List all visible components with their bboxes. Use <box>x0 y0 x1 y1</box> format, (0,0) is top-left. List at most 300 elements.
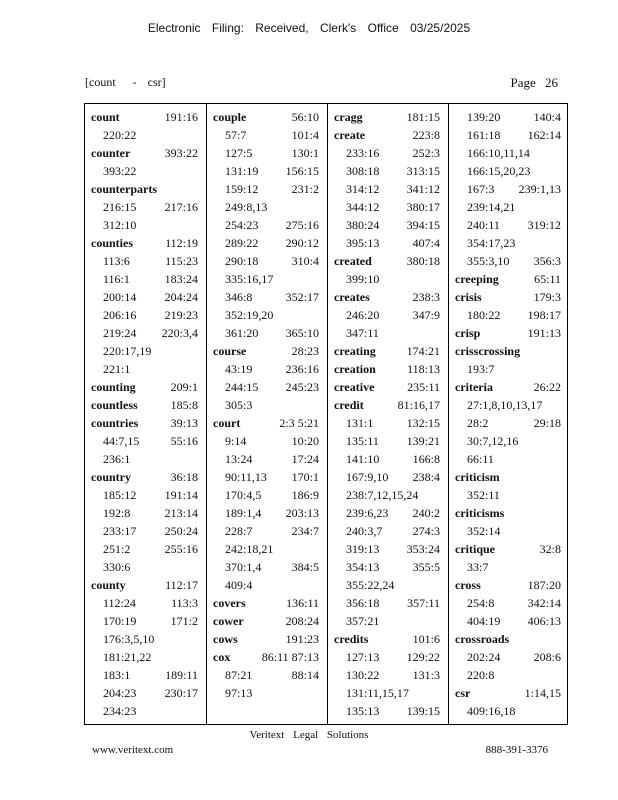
page-line-ref: 167:3 <box>467 182 495 196</box>
page-line-ref: 176:3,5,10 <box>103 632 155 646</box>
page-line-ref: 355:3,10 <box>467 254 510 268</box>
entry-refs-line <box>207 360 327 378</box>
entry-refs-line <box>449 162 569 180</box>
page-line-ref: 246:20 <box>346 308 380 322</box>
page-line-ref: 290:12 <box>285 236 319 250</box>
entry-refs-line <box>328 666 448 684</box>
entry-refs-line <box>328 144 448 162</box>
index-entry <box>207 630 327 648</box>
entry-refs-line <box>328 468 448 486</box>
page-line-ref: 2:3 5:21 <box>279 416 319 430</box>
entry-refs-line <box>207 486 327 504</box>
page-line-ref: 213:14 <box>164 506 198 520</box>
page-line-ref: 308:18 <box>346 164 380 178</box>
index-entry <box>449 684 569 720</box>
page-line-ref: 244:15 <box>225 380 259 394</box>
entry-refs-line <box>85 558 206 576</box>
page-line-ref: 233:16 <box>346 146 380 160</box>
page-line-ref: 354:17,23 <box>467 236 516 250</box>
page-line-ref: 220:22 <box>103 128 137 142</box>
page-line-ref: 192:8 <box>103 506 131 520</box>
page-line-ref: 136:11 <box>286 596 319 610</box>
entry-headline <box>85 108 206 126</box>
index-term: cragg <box>334 110 363 124</box>
page-line-ref: 231:2 <box>291 182 319 196</box>
page-line-ref: 370:1,4 <box>225 560 262 574</box>
index-term: creating <box>334 344 376 358</box>
index-entry <box>85 576 206 720</box>
page-line-ref: 355:5 <box>412 560 440 574</box>
page-line-ref: 236:1 <box>103 452 131 466</box>
index-entry <box>449 630 569 684</box>
page-line-ref: 393:22 <box>164 146 198 160</box>
page-line-ref: 186:9 <box>291 488 319 502</box>
entry-headline <box>207 594 327 612</box>
index-term: county <box>91 578 126 592</box>
entry-refs-line <box>85 342 206 360</box>
entry-headline <box>85 396 206 414</box>
page-line-ref: 341:12 <box>406 182 440 196</box>
entry-refs-line <box>85 450 206 468</box>
entry-refs-line <box>85 486 206 504</box>
entry-refs-line <box>207 504 327 522</box>
entry-refs-line <box>328 702 448 720</box>
index-entry <box>207 342 327 414</box>
page-line-ref: 223:8 <box>412 128 440 142</box>
index-term: criticisms <box>455 506 505 520</box>
page-line-ref: 239:1,13 <box>518 182 561 196</box>
index-entry <box>207 594 327 612</box>
page-line-ref: 352:17 <box>285 290 319 304</box>
page-line-ref: 220:3,4 <box>161 326 198 340</box>
page-line-ref: 159:12 <box>225 182 259 196</box>
entry-headline <box>449 342 569 360</box>
entry-refs-line <box>328 450 448 468</box>
index-entry <box>328 630 448 720</box>
page-line-ref: 183:24 <box>164 272 198 286</box>
page-line-ref: 312:10 <box>103 218 137 232</box>
entry-refs-line <box>85 540 206 558</box>
page-line-ref: 356:18 <box>346 596 380 610</box>
page-line-ref: 289:22 <box>225 236 259 250</box>
entry-headline <box>85 144 206 162</box>
page-line-ref: 191:14 <box>164 488 198 502</box>
entry-refs-line <box>207 450 327 468</box>
page-line-ref: 240:3,7 <box>346 524 383 538</box>
entry-refs-line <box>85 288 206 306</box>
entry-refs-line <box>85 162 206 180</box>
page-line-ref: 112:24 <box>103 596 136 610</box>
entry-headline <box>85 234 206 252</box>
page-line-ref: 250:24 <box>164 524 198 538</box>
index-term: countries <box>91 416 139 430</box>
page-line-ref: 9:14 <box>225 434 247 448</box>
page-line-ref: 330:6 <box>103 560 131 574</box>
header-word: Clerk's <box>319 21 357 35</box>
page-line-ref: 217:16 <box>164 200 198 214</box>
page-line-ref: 140:4 <box>533 110 561 124</box>
entry-refs-line <box>328 504 448 522</box>
index-entry <box>328 126 448 252</box>
page-line-ref: 236:16 <box>285 362 319 376</box>
page-line-ref: 354:13 <box>346 560 380 574</box>
index-entry <box>207 414 327 594</box>
entry-refs-line <box>328 216 448 234</box>
index-term: count <box>91 110 120 124</box>
index-term: credit <box>334 398 364 412</box>
page-line-ref: 181:15 <box>406 110 440 124</box>
page-line-ref: 407:4 <box>412 236 440 250</box>
entry-refs-line <box>449 108 569 126</box>
entry-refs-line <box>85 522 206 540</box>
page-line-ref: 404:19 <box>467 614 501 628</box>
page-line-ref: 170:1 <box>291 470 319 484</box>
entry-headline <box>449 324 569 342</box>
page-line-ref: 101:6 <box>412 632 440 646</box>
index-entry <box>328 108 448 126</box>
index-entry <box>449 378 569 468</box>
index-entry <box>449 324 569 342</box>
page-line-ref: 342:14 <box>527 596 561 610</box>
page-line-ref: 171:2 <box>170 614 198 628</box>
page-line-ref: 116:1 <box>103 272 130 286</box>
page-line-ref: 129:22 <box>406 650 440 664</box>
page-line-ref: 30:7,12,16 <box>467 434 519 448</box>
page-line-ref: 352:11 <box>467 488 500 502</box>
entry-headline <box>449 684 569 702</box>
page-line-ref: 305:3 <box>225 398 253 412</box>
page-line-ref: 202:24 <box>467 650 501 664</box>
entry-headline <box>207 612 327 630</box>
page-line-ref: 189:1,4 <box>225 506 262 520</box>
page-line-ref: 57:7 <box>225 128 247 142</box>
page-line-ref: 36:18 <box>170 470 198 484</box>
entry-refs-line <box>449 450 569 468</box>
index-term: criticism <box>455 470 500 484</box>
entry-headline <box>328 630 448 648</box>
entry-headline <box>85 414 206 432</box>
entry-refs-line <box>328 558 448 576</box>
entry-headline <box>449 576 569 594</box>
page-line-ref: 13:24 <box>225 452 253 466</box>
page-line-ref: 234:23 <box>103 704 137 718</box>
entry-headline <box>207 648 327 666</box>
header-word: Electronic <box>147 21 201 35</box>
page-line-ref: 352:14 <box>467 524 501 538</box>
entry-refs-line <box>207 522 327 540</box>
header-word: Filing: <box>211 21 244 35</box>
entry-refs-line <box>207 162 327 180</box>
index-entry <box>207 612 327 630</box>
index-term: counting <box>91 380 136 394</box>
page-line-ref: 167:9,10 <box>346 470 389 484</box>
entry-refs-line <box>85 702 206 720</box>
entry-refs-line <box>207 234 327 252</box>
index-entry <box>85 234 206 378</box>
page-line-ref: 135:13 <box>346 704 380 718</box>
entry-refs-line <box>449 594 569 612</box>
page-line-ref: 240:11 <box>467 218 500 232</box>
index-entry <box>85 378 206 396</box>
page-line-ref: 127:13 <box>346 650 380 664</box>
page-line-ref: 221:1 <box>103 362 131 376</box>
page-line-ref: 65:11 <box>534 272 561 286</box>
page-line-ref: 179:3 <box>533 290 561 304</box>
page-line-ref: 43:19 <box>225 362 253 376</box>
entry-refs-line <box>85 198 206 216</box>
entry-refs-line <box>328 180 448 198</box>
page-line-ref: 191:23 <box>285 632 319 646</box>
index-entry <box>85 180 206 234</box>
footer-word: Solutions <box>326 729 369 741</box>
entry-refs-line <box>207 378 327 396</box>
index-entry <box>328 342 448 360</box>
index-term: counterparts <box>91 182 157 196</box>
entry-refs-line <box>207 216 327 234</box>
index-column-4 <box>448 104 569 724</box>
entry-refs-line <box>449 396 569 414</box>
page-line-ref: 238:7,12,15,24 <box>346 488 419 502</box>
page-line-ref: 32:8 <box>539 542 561 556</box>
page-line-ref: 139:21 <box>406 434 440 448</box>
page-line-ref: 238:4 <box>412 470 440 484</box>
entry-refs-line <box>85 666 206 684</box>
entry-refs-line <box>207 180 327 198</box>
index-entry <box>207 648 327 702</box>
entry-refs-line <box>207 576 327 594</box>
index-entry <box>328 378 448 396</box>
index-entry <box>449 504 569 540</box>
header-word: Received, <box>255 21 309 35</box>
index-entry <box>449 468 569 504</box>
range-start: [count <box>85 75 116 89</box>
entry-refs-line <box>207 468 327 486</box>
page-line-ref: 170:4,5 <box>225 488 262 502</box>
page-line-ref: 191:13 <box>527 326 561 340</box>
entry-refs-line <box>449 558 569 576</box>
entry-headline <box>449 468 569 486</box>
entry-headline <box>85 468 206 486</box>
index-entry <box>449 342 569 378</box>
entry-refs-line <box>85 270 206 288</box>
entry-headline <box>449 378 569 396</box>
index-term: cox <box>213 650 231 664</box>
page-line-ref: 409:4 <box>225 578 253 592</box>
page-line-ref: 365:10 <box>285 326 319 340</box>
entry-refs-line <box>449 648 569 666</box>
page-line-ref: 162:14 <box>527 128 561 142</box>
page-line-ref: 28:2 <box>467 416 489 430</box>
entry-refs-line <box>207 324 327 342</box>
page-line-ref: 113:6 <box>103 254 130 268</box>
page-line-ref: 228:7 <box>225 524 253 538</box>
page-line-ref: 33:7 <box>467 560 489 574</box>
entry-refs-line <box>328 198 448 216</box>
page-line-ref: 290:18 <box>225 254 259 268</box>
entry-refs-line <box>328 162 448 180</box>
entry-refs-line <box>85 126 206 144</box>
page-line-ref: 66:11 <box>467 452 494 466</box>
page-line-ref: 249:8,13 <box>225 200 268 214</box>
entry-refs-line <box>328 306 448 324</box>
entry-refs-line <box>85 648 206 666</box>
entry-refs-line <box>207 432 327 450</box>
page-line-ref: 97:13 <box>225 686 253 700</box>
index-entry <box>449 540 569 576</box>
page-line-ref: 115:23 <box>165 254 198 268</box>
page-line-ref: 347:9 <box>412 308 440 322</box>
page-line-ref: 406:13 <box>527 614 561 628</box>
index-term: cross <box>455 578 481 592</box>
page-line-ref: 141:10 <box>346 452 380 466</box>
entry-headline <box>207 414 327 432</box>
index-term: covers <box>213 596 246 610</box>
page-line-ref: 113:3 <box>171 596 198 610</box>
entry-refs-line <box>328 648 448 666</box>
entry-refs-line <box>207 396 327 414</box>
page-line-ref: 220:8 <box>467 668 495 682</box>
range-end: csr] <box>147 75 166 89</box>
page-line-ref: 310:4 <box>291 254 319 268</box>
page-line-ref: 183:1 <box>103 668 131 682</box>
entry-refs-line <box>328 234 448 252</box>
index-term: csr <box>455 686 471 700</box>
page-line-ref: 127:5 <box>225 146 253 160</box>
index-table <box>84 103 568 725</box>
index-term: counter <box>91 146 131 160</box>
page-line-ref: 10:20 <box>291 434 319 448</box>
entry-headline <box>85 576 206 594</box>
entry-headline <box>449 630 569 648</box>
footer-word: Legal <box>293 729 319 741</box>
entry-refs-line <box>85 216 206 234</box>
index-entry <box>85 414 206 468</box>
entry-refs-line <box>449 432 569 450</box>
page-line-ref: 234:7 <box>291 524 319 538</box>
entry-refs-line <box>449 486 569 504</box>
index-column-1 <box>85 104 206 724</box>
entry-headline <box>207 630 327 648</box>
index-column-2 <box>206 104 327 724</box>
entry-refs-line <box>207 666 327 684</box>
entry-headline <box>328 378 448 396</box>
index-entry <box>449 108 569 270</box>
footer-website: www.veritext.com <box>92 744 174 756</box>
entry-refs-line <box>207 684 327 702</box>
page-line-ref: 161:18 <box>467 128 501 142</box>
page-line-ref: 131:3 <box>412 668 440 682</box>
page-line-ref: 81:16,17 <box>397 398 440 412</box>
entry-refs-line <box>328 324 448 342</box>
page-line-ref: 187:20 <box>527 578 561 592</box>
index-column-3 <box>327 104 448 724</box>
page-line-ref: 131:19 <box>225 164 259 178</box>
footer-phone: 888-391-3376 <box>485 744 548 756</box>
entry-refs-line <box>449 612 569 630</box>
page-line-ref: 90:11,13 <box>225 470 267 484</box>
entry-headline <box>328 396 448 414</box>
page-line-ref: 384:5 <box>291 560 319 574</box>
page-line-ref: 314:12 <box>346 182 380 196</box>
page-line-ref: 27:1,8,10,13,17 <box>467 398 543 412</box>
page-line-ref: 204:24 <box>164 290 198 304</box>
page-line-ref: 252:3 <box>412 146 440 160</box>
entry-refs-line <box>449 126 569 144</box>
page-line-ref: 189:11 <box>165 668 198 682</box>
page-line-ref: 245:23 <box>285 380 319 394</box>
entry-headline <box>449 270 569 288</box>
page-line-ref: 203:13 <box>285 506 319 520</box>
entry-refs-line <box>207 558 327 576</box>
page-line-ref: 170:19 <box>103 614 137 628</box>
page-line-ref: 220:17,19 <box>103 344 152 358</box>
entry-refs-line <box>449 666 569 684</box>
page-line-ref: 357:11 <box>407 596 440 610</box>
entry-refs-line <box>449 702 569 720</box>
page-line-ref: 230:17 <box>164 686 198 700</box>
page-line-ref: 219:24 <box>103 326 137 340</box>
page-line-ref: 131:11,15,17 <box>346 686 409 700</box>
page-line-ref: 399:10 <box>346 272 380 286</box>
page-value: 26 <box>545 75 558 90</box>
page-line-ref: 353:24 <box>406 542 440 556</box>
page-line-ref: 166:8 <box>412 452 440 466</box>
entry-refs-line <box>449 180 569 198</box>
page-line-ref: 335:16,17 <box>225 272 274 286</box>
page-number <box>504 75 558 91</box>
entry-refs-line <box>328 522 448 540</box>
entry-refs-line <box>207 540 327 558</box>
page-line-ref: 87:21 <box>225 668 253 682</box>
page-line-ref: 347:11 <box>346 326 379 340</box>
index-entry <box>449 270 569 288</box>
footer-company <box>0 729 618 741</box>
entry-refs-line <box>328 432 448 450</box>
footer-word: Veritext <box>249 729 285 741</box>
index-term: cows <box>213 632 238 646</box>
header-date: 03/25/2025 <box>410 21 471 35</box>
page-line-ref: 86:11 87:13 <box>261 650 319 664</box>
page-line-ref: 156:15 <box>285 164 319 178</box>
page-line-ref: 254:8 <box>467 596 495 610</box>
page-line-ref: 394:15 <box>406 218 440 232</box>
entry-refs-line <box>449 360 569 378</box>
index-entry <box>328 252 448 288</box>
entry-refs-line <box>207 288 327 306</box>
page-line-ref: 242:18,21 <box>225 542 274 556</box>
page-line-ref: 166:15,20,23 <box>467 164 531 178</box>
page-line-ref: 130:22 <box>346 668 380 682</box>
page-line-ref: 208:24 <box>285 614 319 628</box>
entry-refs-line <box>449 306 569 324</box>
page-line-ref: 344:12 <box>346 200 380 214</box>
page-line-ref: 346:8 <box>225 290 253 304</box>
entry-headline <box>328 342 448 360</box>
entry-refs-line <box>85 252 206 270</box>
entry-headline <box>328 252 448 270</box>
entry-refs-line <box>85 594 206 612</box>
page-line-ref: 139:15 <box>406 704 440 718</box>
index-entry <box>85 396 206 414</box>
entry-refs-line <box>85 360 206 378</box>
page-line-ref: 39:13 <box>170 416 198 430</box>
page-line-ref: 206:16 <box>103 308 137 322</box>
entry-refs-line <box>449 522 569 540</box>
page-line-ref: 209:1 <box>170 380 198 394</box>
page-line-ref: 198:17 <box>527 308 561 322</box>
entry-headline <box>207 342 327 360</box>
page-line-ref: 357:21 <box>346 614 380 628</box>
